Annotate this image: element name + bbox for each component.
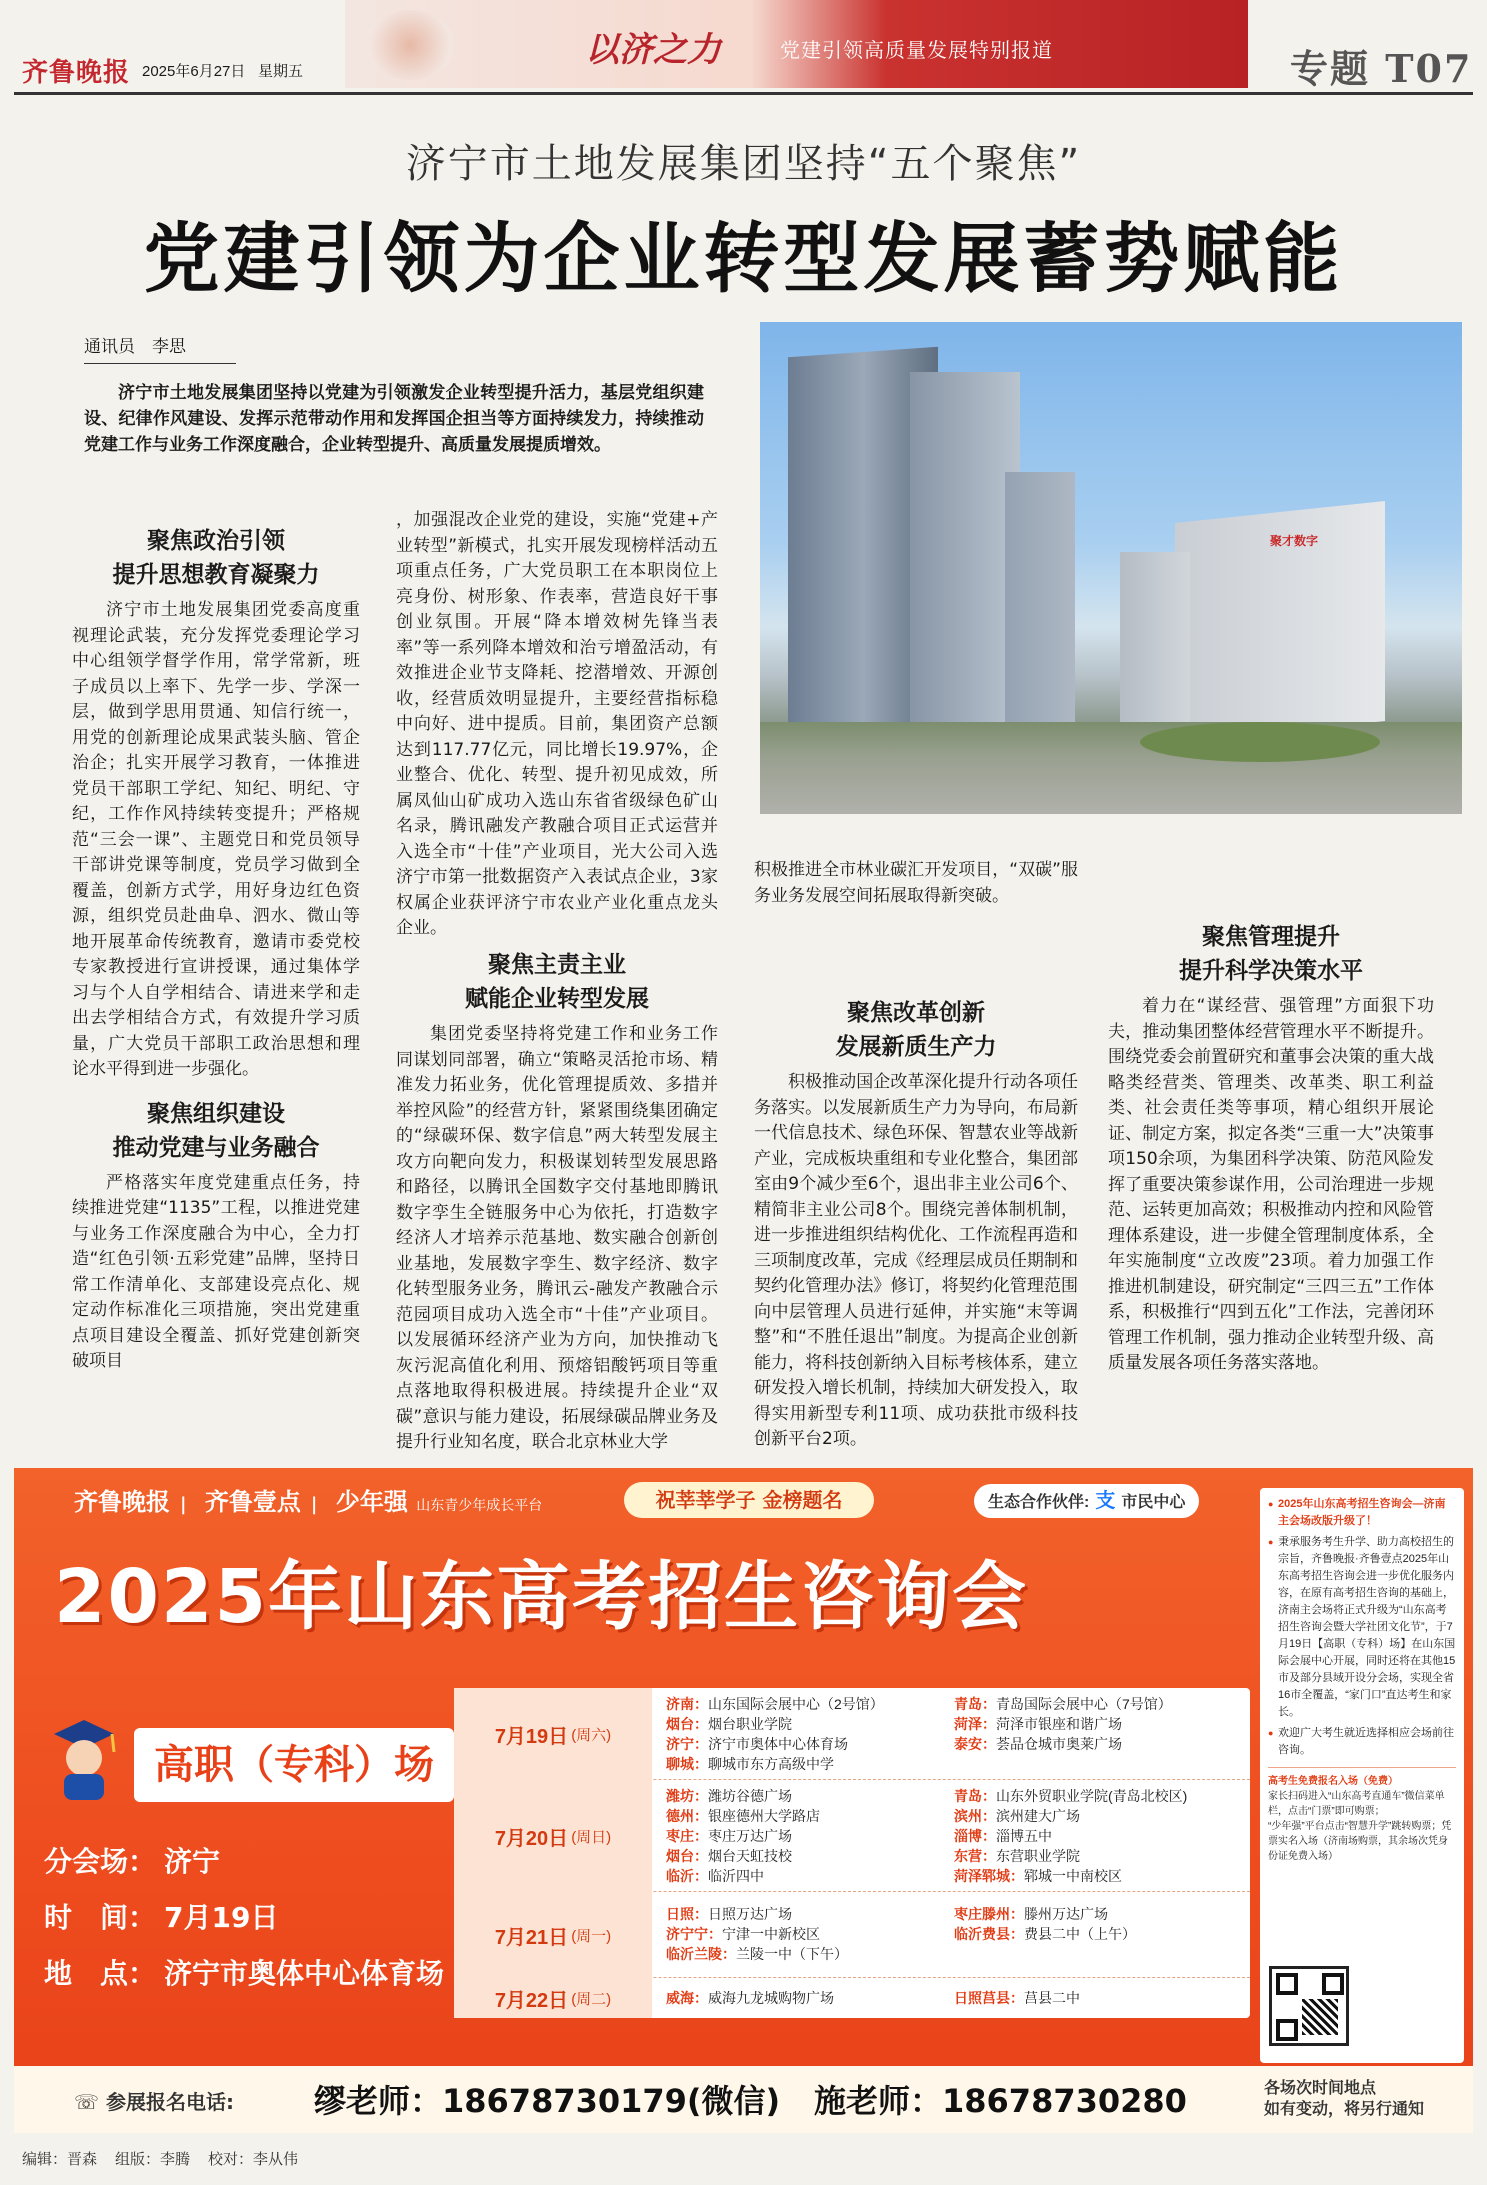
building-photo (760, 322, 1462, 814)
issue-date: 2025年6月27日 (142, 63, 246, 80)
schedule-row (454, 1892, 1250, 1978)
lawn (1140, 722, 1380, 762)
schedule-venues-left: 日照：日照万达广场 济宁宁：宁津一中新校区 临沂兰陵：兰陵一中（下午） (666, 1906, 848, 1962)
section-body: 集团党委坚持将党建工作和业务工作同谋划同部署，确立“策略灵活抢市场、精准发力拓业务，优化管理提质效、多措并举控风险”的经营方针，紧紧围绕集团确定的“绿碳环保、数字信息”两大转型发展主攻方向靶向发力，积极谋划转型发展思路和路径，以腾讯全国数字交付基地即腾讯数字孪生全链服务中心为依托，打造数字经济人才培养示范基地、数实融合创新创业基地，发展数字孪生、数字经济、数字化转型服务业务，腾讯云-融发产教融合示范园项目成功入选全市“十佳”产业项目。以发展循环经济产业为方向，加快推动飞灰污泥高值化利用、预熔铝酸钙项目等重点落地取得积极进展。持续提升企业“双碳”意识与能力建设，拓展绿碳品牌业务及提升行业知名度，联合北京林业大学 (396, 1024, 718, 1452)
article-column-2 (396, 508, 718, 1452)
schedule-date: 7月21日 (周一) (454, 1892, 652, 1978)
schedule-date: 7月22日 (周二) (454, 1978, 652, 2018)
section-body: 着力在“谋经营、强管理”方面狠下功夫，推动集团整体经营管理水平不断提升。围绕党委会前置研究和董事会决策的重大战略类经营类、管理类、改革类、职工利益类、社会责任类等事项，精心组织开展论证、制定方案，拟定各类“三重一大”决策事项150余项，为集团科学决策、防范风险发挥了重要决策参谋作用，公司治理进一步规范、运转更加高效；积极推动内控和风险管理体系建设，进一步健全管理制度体系，全年实施制度“立改废”23项。着力加强工作推进机制建设，研究制定“三四三五”工作体系，积极推行“四到五化”工作法，完善闭环管理工作机制，强力推动企业转型升级、高质量发展各项任务落实落地。 (1108, 996, 1434, 1373)
ad-venue: 分会场： 济宁 (44, 1845, 221, 1878)
schedule-venues-right: 枣庄滕州：滕州万达广场 临沂费县：费县二中（上午） (954, 1906, 1136, 1942)
issue-weekday: 星期五 (258, 63, 304, 80)
info-heading: ● 2025年山东高考招生咨询会—济南主会场改版升级了！ (1268, 1496, 1456, 1530)
header-divider (14, 92, 1473, 95)
section-body: 积极推动国企改革深化提升行动各项任务落实。以发展新质生产力为导向，布局新一代信息技术、绿色环保、智慧农业等战新产业，完成板块重组和专业化整合，集团部室由9个减少至6个，退出非主业公司6个、精简非主业公司8个。围绕完善体制机制，进一步推进组织结构优化、工作流程再造和三项制度改革，完成《经理层成员任期制和契约化管理办法》修订，将契约化管理范围向中层管理人员进行延伸，并实施“末等调整”和“不胜任退出”制度。为提高企业创新能力，将科技创新纳入目标考核体系，建立研发投入增长机制，持续加大研发投入，取得实用新型专利11项、成功获批市级科技创新平台2项。 (754, 1072, 1078, 1449)
section-heading: 聚焦政治引领 提升思想教育凝聚力 (112, 527, 320, 588)
cloud-decoration-icon (365, 10, 455, 80)
contact-phone-1: 缪老师：18678730179(微信) (314, 2082, 781, 2120)
section-heading: 聚焦改革创新 发展新质生产力 (835, 999, 997, 1060)
section-body: 济宁市土地发展集团党委高度重视理论武装，充分发挥党委理论学习中心组领学督学作用，常学常新，班子成员以上率下、先学一步、学深一层，做到学思用贯通、知信行统一，用党的创新理论成果武装头脑、管企治企；扎实开展学习教育，一体推进党员干部职工学纪、知纪、明纪、守纪，工作作风持续转变提升；严格规范“三会一课”、主题党日和党员领导干部讲党课等制度，党员学习做到全覆盖，创新方式学，用好身边红色资源，组织党员赴曲阜、泗水、微山等地开展革命传统教育，邀请市委党校专家教授进行宣讲授课，通过集体学习与个人自学相结合、请进来学和走出去学相结合方式，有效提升学习质量，广大党员干部职工政治思想和理论水平得到进一步强化。 (72, 600, 360, 1079)
schedule-venues-left: 济南：山东国际会展中心（2号馆） 烟台：烟台职业学院 济宁：济宁市奥体中心体育场 聊城：聊城市东方高级中学 (666, 1696, 884, 1772)
section-body-continued: ，加强混改企业党的建设，实施“党建+产业转型”新模式，扎实开展发现榜样活动五项重点任务，广大党员职工在本职岗位上亮身份、树形象、作表率，营造良好干事创业氛围。开展“降本增效树先锋当表率”等一系列降本增效和治亏增盈活动，有效推进企业节支降耗、挖潜增效、开源创收，经营质效明显提升，主要经营指标稳中向好、进中提质。目前，集团资产总额达到117.77亿元，同比增长19.97%，企业整合、优化、转型、提升初见成效，所属凤仙山矿成功入选山东省省级绿色矿山名录，腾讯融发产教融合项目正式运营并入选全市“十佳”产业项目，光大公司入选济宁市第一批数据资产入表试点企业，3家权属企业获评济宁市农业产业化重点龙头企业。 (396, 510, 718, 938)
article-column-4 (1108, 858, 1434, 1377)
shaonianqiang-logo: 少年强 (335, 1487, 408, 1516)
registration-box: 高考生免费报名入场（免费） 家长扫码进入“山东高考直通车”微信菜单栏，点击“门票”即可购票； “少年强”平台点击“智慧升学”跳转购票；凭票实名入场（济南场购票，其余场次凭身份证免费入场） (1268, 1767, 1456, 1864)
ad-logos: 齐鲁晚报 | 齐鲁壹点 | 少年强 山东青少年成长平台 (74, 1487, 543, 1516)
building-right-wing (1120, 552, 1190, 732)
page-credits: 编辑：晋森 组版：李腾 校对：李从伟 (22, 2151, 299, 2168)
article-column-1 (72, 516, 360, 1427)
ad-partner: 生态合作伙伴: 支 市民中心 (974, 1484, 1199, 1518)
tower-left-side (910, 372, 1020, 752)
phone-label: ☏ 参展报名电话: (74, 2090, 234, 2114)
alipay-icon: 支 (1095, 1490, 1116, 1512)
schedule-date: 7月20日 (周日) (454, 1780, 652, 1892)
ad-place: 地 点： 济宁市奥体中心体育场 (44, 1957, 445, 1990)
contact-phone-2: 施老师：18678730280 (814, 2082, 1187, 2120)
article-lead: 济宁市土地发展集团坚持以党建为引领激发企业转型提升活力，基层党组织建设、纪律作风建设、发挥示范带动作用和发挥国企担当等方面持续发力，持续推动党建工作与业务工作深度融合，企业转型提升、高质量发展提质增效。 (84, 383, 704, 455)
article-headline: 党建引领为企业转型发展蓄势赋能 (143, 214, 1344, 303)
schedule-change-note: 各场次时间地点 如有变动，将另行通知 (1264, 2080, 1425, 2118)
graduate-mascot-icon (44, 1712, 124, 1802)
section-body-continued (1108, 858, 1434, 910)
schedule-table (454, 1688, 1250, 2018)
section-page-label: 专题 T07 (1290, 46, 1473, 91)
article-subheadline: 济宁市土地发展集团坚持“五个聚焦” (405, 141, 1082, 187)
schedule-row (454, 1978, 1250, 2018)
schedule-venues-right: 日照莒县：莒县二中 (954, 1990, 1080, 2006)
session-badge: 高职（专科）场 (134, 1728, 454, 1802)
shaonianqiang-tagline: 山东青少年成长平台 (416, 1497, 543, 1513)
ad-slogan: 祝莘莘学子 金榜题名 (624, 1482, 874, 1518)
article-column-3 (754, 858, 1078, 1482)
schedule-venues-right: 青岛：山东外贸职业学院(青岛北校区) 滨州：滨州建大广场 淄博：淄博五中 东营：东营职业学院 菏泽郓城：郓城一中南校区 (954, 1788, 1188, 1884)
special-report-banner (345, 0, 1248, 88)
qr-code-icon[interactable] (1269, 1966, 1349, 2046)
info-paragraph: ● 欢迎广大考生就近选择相应会场前往咨询。 (1268, 1725, 1456, 1759)
banner-title: 以济之力 (585, 30, 721, 70)
section-heading: 聚焦主责主业 赋能企业转型发展 (465, 951, 649, 1012)
qilu-yidian-logo: 齐鲁壹点 (204, 1487, 301, 1516)
ad-title: 2025年山东高考招生咨询会 (54, 1554, 1028, 1640)
schedule-venues-left: 潍坊：潍坊谷德广场 德州：银座德州大学路店 枣庄：枣庄万达广场 烟台：烟台天虹技校 临沂：临沂四中 (666, 1788, 820, 1884)
ad-contact-bar (14, 2066, 1473, 2133)
tower-mid (1005, 472, 1075, 732)
qilu-evening-news-logo: 齐鲁晚报 (74, 1487, 170, 1516)
section-heading: 聚焦组织建设 推动党建与业务融合 (112, 1099, 320, 1161)
schedule-venues-left: 威海：威海九龙城购物广场 (666, 1990, 834, 2006)
schedule-venues-right: 青岛：青岛国际会展中心（7号馆） 菏泽：菏泽市银座和谐广场 泰安：荟品仓城市奥莱广场 (954, 1696, 1172, 1752)
masthead-logo: 齐鲁晚报 (22, 58, 131, 88)
banner-subtitle: 党建引领高质量发展特别报道 (780, 40, 1053, 62)
schedule-row (454, 1688, 1250, 1780)
schedule-row (454, 1780, 1250, 1892)
section-body: 严格落实年度党建重点任务，持续推进党建“1135”工程，以推进党建与业务工作深度融合为中心，全力打造“红色引领·五彩党建”品牌，坚持日常工作清单化、支部建设亮点化、规定动作标准化三项措施，突出党建重点项目建设全覆盖、抓好党建创新突破项目 (72, 1172, 360, 1371)
section-heading: 聚焦管理提升 提升科学决策水平 (1179, 923, 1363, 984)
section-body-continued: 积极推进全市林业碳汇开发项目，“双碳”服务业务发展空间拓展取得新突破。 (754, 860, 1078, 906)
article-byline: 通讯员 李思 (84, 332, 236, 364)
building-sign: 聚才数字 (1270, 534, 1319, 548)
ad-time: 时 间： 7月19日 (44, 1901, 279, 1934)
admission-fair-advertisement (14, 1468, 1473, 2133)
info-paragraph: ● 秉承服务考生升学、助力高校招生的宗旨，齐鲁晚报·齐鲁壹点2025年山东高考招生咨询会进一步优化服务内容，在原有高考招生咨询的基础上，济南主会场将正式升级为“山东高考招生咨询会暨大学社团文化节”，于7月19日【高职（专科）场】在山东国际会展中心开展，同时还将在其他15市及部分县域开设分会场，实现全省16市全覆盖，“家门口”直达考生和家长。 (1268, 1534, 1456, 1721)
schedule-date: 7月19日 (周六) (454, 1688, 652, 1780)
